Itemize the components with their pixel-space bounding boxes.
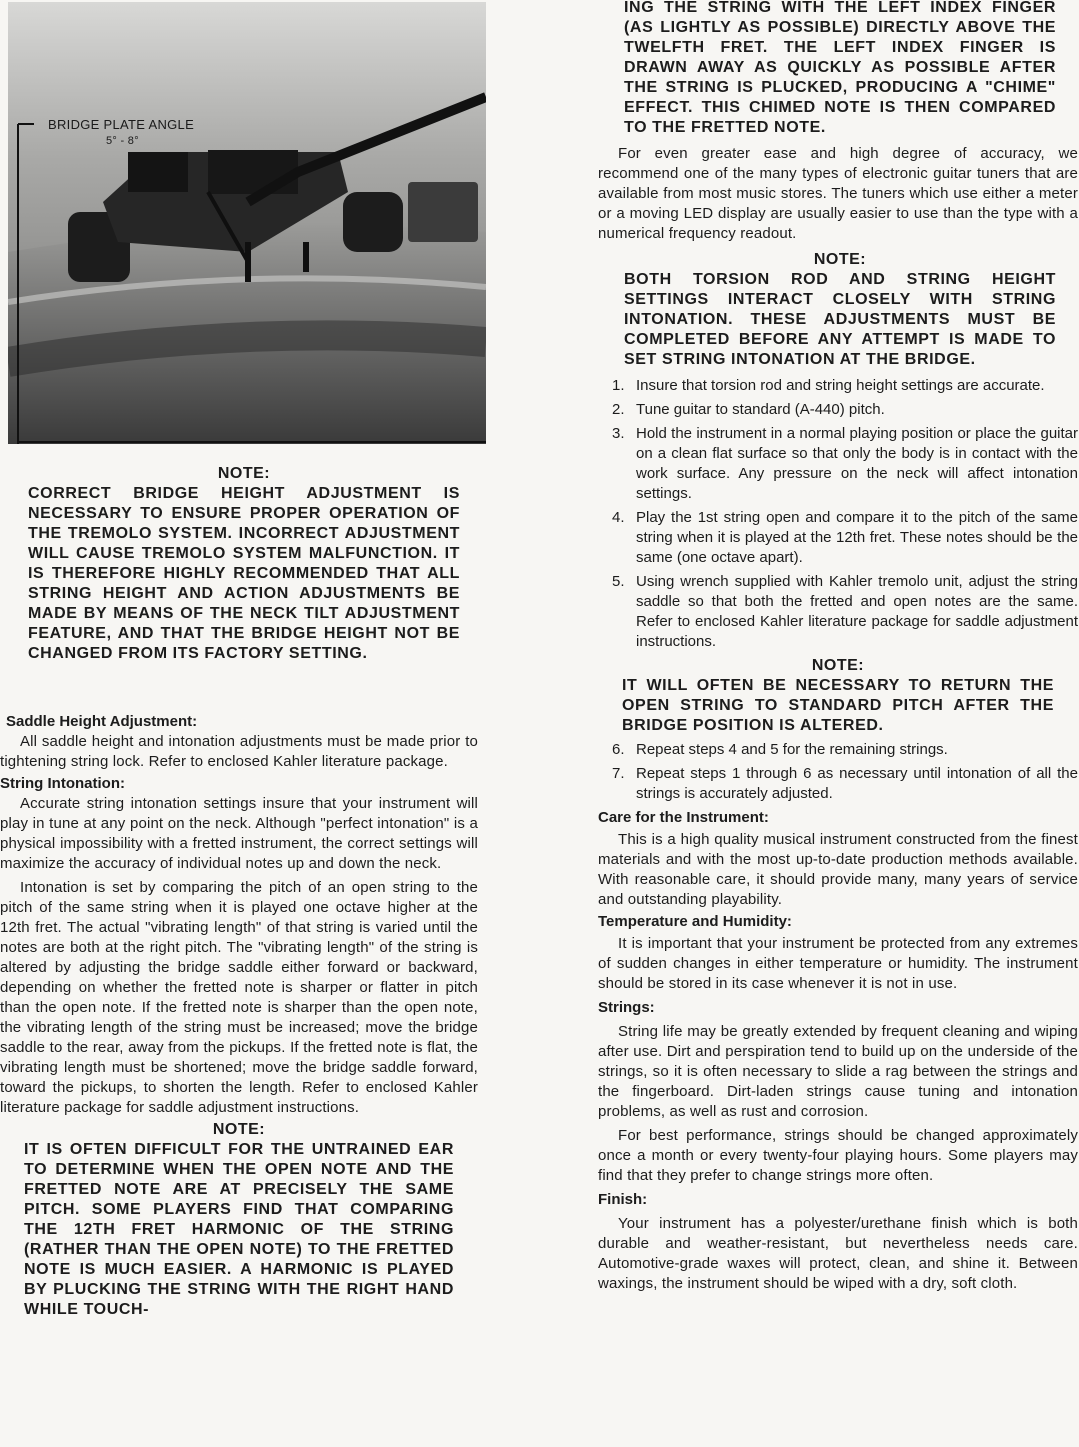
harmonic-note: IT IS OFTEN DIFFICULT FOR THE UNTRAINED EAR TO DETERMINE WHEN THE OPEN NOTE AND THE FRETTED NOTE ARE AT PRECISELY THE SAME PITCH. SOME PLAYERS FIND THAT COMPARING THE 12TH FRET HARMONIC OF THE STRING (RATHER THAN THE OPEN NOTE) TO THE FRETTED NOTE IS MUCH EASIER. A HARMONIC IS PLAYED BY PLUCKING THE STRING WITH THE RIGHT HAND WHILE TOUCH- bbox=[24, 1141, 454, 1318]
bridge-plate-angle-label bbox=[48, 117, 194, 149]
strings-heading: Strings: bbox=[598, 999, 655, 1016]
list-item: 6. Repeat steps 4 and 5 for the remaining strings. bbox=[612, 741, 948, 758]
list-item: 3. Hold the instrument in a normal playing position or place the guitar on a clean flat surface so that only the body is in contact with the work surface. Any pressure on the neck will affect intonation settings. bbox=[612, 425, 1078, 502]
note-heading: NOTE: bbox=[813, 251, 867, 268]
saddle-height-heading: Saddle Height Adjustment: bbox=[6, 713, 198, 730]
list-item: 4. Play the 1st string open and compare it to the pitch of the same string when it is played at the 12th fret. These notes should be the same (one octave apart). bbox=[612, 509, 1078, 566]
bridge-plate-angle-value: 5° - 8° bbox=[106, 135, 139, 147]
saddle-height-text: All saddle height and intonation adjustments must be made prior to tightening string lock. Refer to enclosed Kahler literature package. bbox=[0, 733, 478, 770]
list-item: 7. Repeat steps 1 through 6 as necessary until intonation of all the strings is accurately adjusted. bbox=[612, 765, 1078, 802]
list-item: 5. Using wrench supplied with Kahler tremolo unit, adjust the string saddle so that both the fretted and open notes are the same. Refer to enclosed Kahler literature package for saddle adjustment instructions. bbox=[612, 573, 1078, 650]
care-text: This is a high quality musical instrument constructed from the finest materials and with the most up-to-date production methods available. With reasonable care, it should provide many, many years of service and outstanding playability. bbox=[598, 831, 1078, 908]
note-heading: NOTE: bbox=[811, 657, 865, 674]
strings-para-1: String life may be greatly extended by frequent cleaning and wiping after use. Dirt and perspiration tend to build up on the underside of the strings, so it is often necessary to slide a rag between the strings and the fingerboard. Dirt-laden strings cause tuning and intonation problems, as well as rust and corrosion. bbox=[598, 1023, 1078, 1120]
open-string-note: IT WILL OFTEN BE NECESSARY TO RETURN THE OPEN STRING TO STANDARD PITCH AFTER THE BRIDGE POSITION IS ALTERED. bbox=[622, 677, 1054, 734]
string-intonation-heading: String Intonation: bbox=[0, 775, 125, 792]
harmonic-note-continued: ING THE STRING WITH THE LEFT INDEX FINGER (AS LIGHTLY AS POSSIBLE) DIRECTLY ABOVE THE TWELFTH FRET. THE LEFT INDEX FINGER IS DRAWN AWAY AS QUICKLY AS POSSIBLE AFTER THE STRING IS PLUCKED, PRODUCING A "CHIME" EFFECT. THIS CHIMED NOTE IS THEN COMPARED TO THE FRETTED NOTE. bbox=[624, 0, 1056, 136]
bridge-illustration bbox=[8, 2, 486, 444]
string-intonation-para-2: Intonation is set by comparing the pitch of an open string to the pitch of the same string when it is played one octave higher at the 12th fret. The actual "vibrating length" of that string is varied until the notes are both at the right pitch. The "vibrating length" of the string is altered by adjusting the bridge saddle either forward or backward, depending on whether the fretted note is sharper or flatter in pitch than the open note. If the fretted note is sharper than the open note, the vibrating length of the string must be increased; move the bridge saddle to the rear, away from the pickups. If the fretted note is flat, the vibrating length must be shortened; move the bridge saddle forward, toward the pickups, to shorten the length. Refer to enclosed Kahler literature package for saddle adjustment instructions. bbox=[0, 879, 478, 1116]
temperature-humidity-text: It is important that your instrument be protected from any extremes of sudden changes in either temperature or humidity. The instrument should be stored in its case whenever it is not in use. bbox=[598, 935, 1078, 992]
string-intonation-para-1: Accurate string intonation settings insure that your instrument will play in tune at any point on the neck. Although "perfect intonation" is a physical impossibility with a fretted instrument, the correct settings will maximize the accuracy of individual notes up and down the neck. bbox=[0, 795, 478, 872]
repeat-steps bbox=[598, 740, 1078, 804]
temperature-humidity-heading: Temperature and Humidity: bbox=[598, 913, 792, 930]
torsion-rod-note: BOTH TORSION ROD AND STRING HEIGHT SETTINGS INTERACT CLOSELY WITH STRING INTONATION. THESE ADJUSTMENTS MUST BE COMPLETED BEFORE ANY ATTEMPT IS MADE TO SET STRING INTONATION AT THE BRIDGE. bbox=[624, 271, 1056, 368]
bridge-plate-angle-text: BRIDGE PLATE ANGLE bbox=[48, 117, 195, 132]
intonation-steps bbox=[598, 376, 1078, 652]
note-heading: NOTE: bbox=[217, 465, 271, 482]
finish-text: Your instrument has a polyester/urethane finish which is both durable and weather-resistant, but nevertheless needs care. Automotive-grade waxes will protect, clean, and shine it. Between waxings, the instrument should be wiped with a dry, soft cloth. bbox=[598, 1215, 1078, 1292]
care-heading: Care for the Instrument: bbox=[598, 809, 769, 826]
note-heading: NOTE: bbox=[212, 1121, 266, 1138]
list-item: 2. Tune guitar to standard (A-440) pitch. bbox=[612, 401, 885, 418]
bridge-photo bbox=[8, 2, 486, 444]
strings-para-2: For best performance, strings should be changed approximately once a month or every twenty-four playing hours. Some players may find that they prefer to change strings more often. bbox=[598, 1127, 1078, 1184]
list-item: 1. Insure that torsion rod and string height settings are accurate. bbox=[612, 377, 1045, 394]
bridge-height-note: CORRECT BRIDGE HEIGHT ADJUSTMENT IS NECESSARY TO ENSURE PROPER OPERATION OF THE TREMOLO SYSTEM. INCORRECT ADJUSTMENT WILL CAUSE TREMOLO SYSTEM MALFUNCTION. IT IS THEREFORE HIGHLY RECOMMENDED THAT ALL STRING HEIGHT AND ACTION ADJUSTMENTS BE MADE BY MEANS OF THE NECK TILT ADJUSTMENT FEATURE, AND THAT THE BRIDGE HEIGHT NOT BE CHANGED FROM ITS FACTORY SETTING. bbox=[28, 485, 460, 662]
finish-heading: Finish: bbox=[598, 1191, 648, 1208]
electronic-tuner-para: For even greater ease and high degree of accuracy, we recommend one of the many types of electronic guitar tuners that are available from most music stores. The tuners which use either a meter or a moving LED display are usually easier to use than the type with a numerical frequency readout. bbox=[598, 145, 1078, 242]
